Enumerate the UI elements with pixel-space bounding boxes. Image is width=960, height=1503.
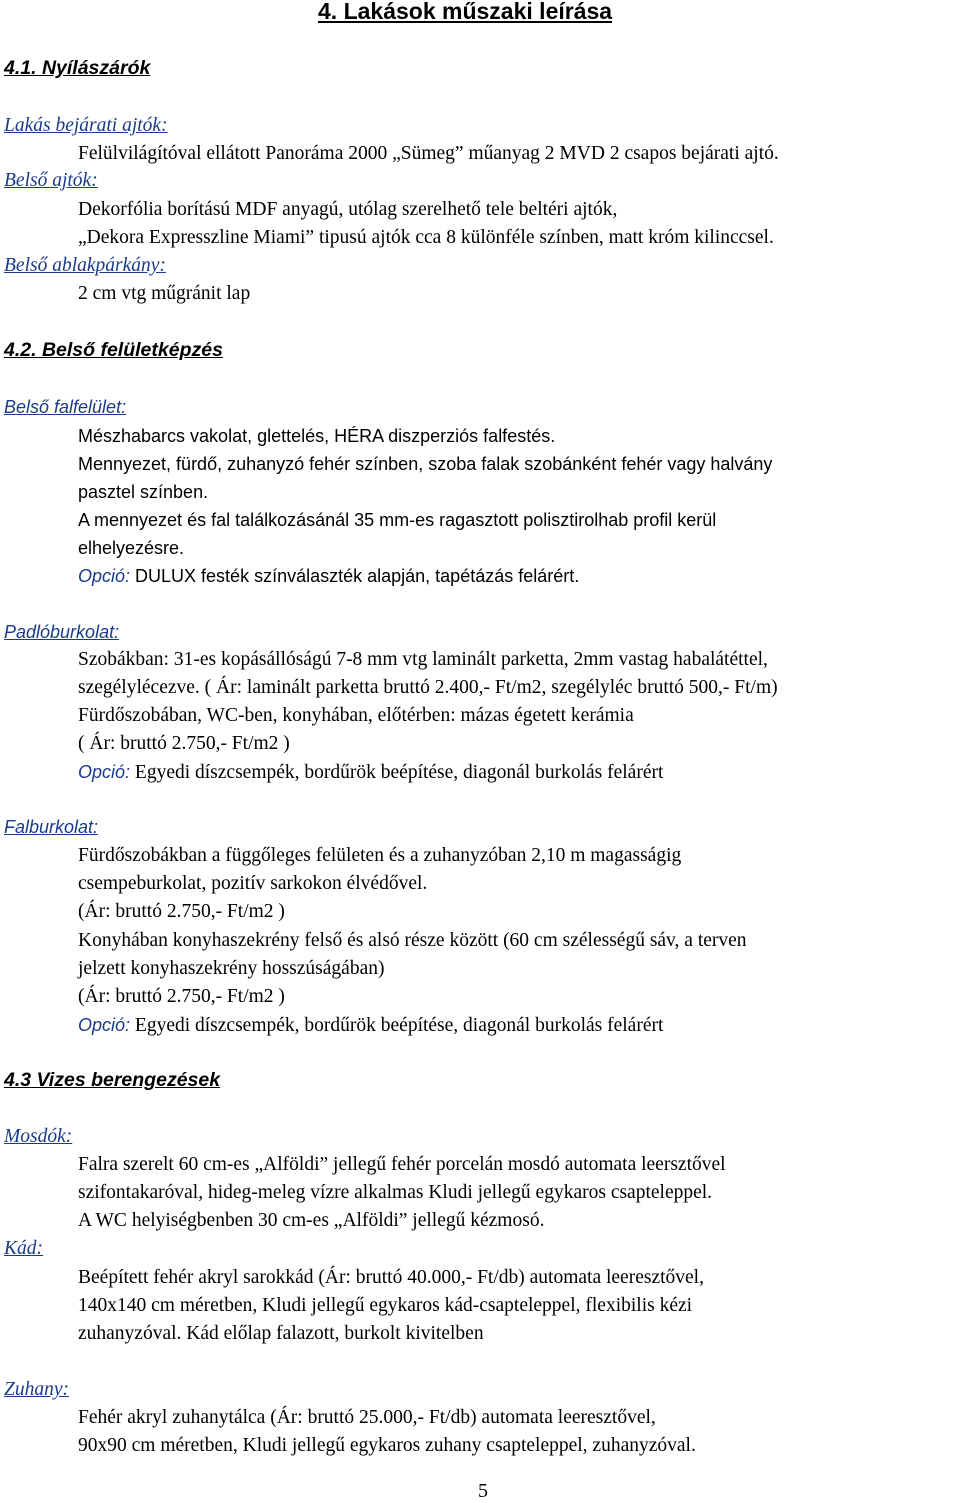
text-mosdo-2: szifontakaróval, hideg-meleg vízre alkalmas Kludi jellegű egykaros csapteleppel. — [78, 1182, 713, 1203]
text-falfelulet-2: Mennyezet, fürdő, zuhanyzó fehér színben, szoba falak szobánként fehér vagy halvány — [78, 454, 773, 474]
label-zuhany: Zuhany: — [4, 1379, 69, 1400]
text-falb-6: (Ár: bruttó 2.750,- Ft/m2 ) — [78, 986, 285, 1007]
text-opcio: DULUX festék színválaszték alapján, tapétázás felárért. — [130, 566, 580, 586]
text-bejarati-ajtok: Felülvilágítóval ellátott Panoráma 2000 „Sümeg” műanyag 2 MVD 2 csapos bejárati ajtó. — [78, 143, 779, 164]
label-opcio: Opció: — [78, 566, 131, 586]
section-heading-vizes-berendezesek: 4.3 Vizes berengezések — [4, 1069, 221, 1091]
text-kad-2: 140x140 cm méretben, Kludi jellegű egykaros kád-csapteleppel, flexibilis kézi — [78, 1295, 693, 1316]
falb-opcio-line — [78, 1013, 663, 1038]
text-falfelulet-4: A mennyezet és fal találkozásánál 35 mm-es ragasztott polisztirolhab profil kerül — [78, 510, 717, 530]
page-title: 4. Lakások műszaki leírása — [318, 0, 613, 24]
text-falfelulet-1: Mészhabarcs vakolat, glettelés, HÉRA diszperziós falfestés. — [78, 426, 556, 446]
falfelulet-opcio-line — [78, 564, 579, 588]
text-belso-ajtok-1: Dekorfólia borítású MDF anyagú, utólag szerelhető tele beltéri ajtók, — [78, 199, 618, 220]
label-belso-ablakparkany: Belső ablakpárkány: — [4, 255, 166, 276]
label-kad: Kád: — [4, 1238, 43, 1259]
label-belso-ajtok: Belső ajtók: — [4, 170, 98, 191]
label-padloburkolat: Padlóburkolat: — [4, 622, 120, 642]
text-belso-ablakparkany: 2 cm vtg műgránit lap — [78, 283, 251, 304]
text-falfelulet-3: pasztel színben. — [78, 482, 209, 502]
text-zuhany-1: Fehér akryl zuhanytálca (Ár: bruttó 25.000,- Ft/db) automata leeresztővel, — [78, 1407, 656, 1428]
text-falb-3: (Ár: bruttó 2.750,- Ft/m2 ) — [78, 901, 285, 922]
text-padlo-1: Szobákban: 31-es kopásállóságú 7-8 mm vtg laminált parketta, 2mm vastag habalátéttel, — [78, 649, 768, 670]
text-kad-3: zuhanyzóval. Kád előlap falazott, burkolt kivitelben — [78, 1323, 484, 1344]
text-falb-1: Fürdőszobákban a függőleges felületen és a zuhanyzóban 2,10 m magasságig — [78, 845, 682, 866]
label-falb-opcio: Opció: — [78, 1015, 131, 1035]
label-padlo-opcio: Opció: — [78, 762, 131, 782]
text-falb-5: jelzett konyhaszekrény hosszúságában) — [78, 958, 385, 979]
text-padlo-2: szegélylécezve. ( Ár: laminált parketta bruttó 2.400,- Ft/m2, szegélyléc bruttó 500,- Ft/m) — [78, 677, 778, 698]
text-padlo-4: ( Ár: bruttó 2.750,- Ft/m2 ) — [78, 733, 290, 754]
padlo-opcio-line — [78, 760, 663, 785]
text-falb-2: csempeburkolat, pozitív sarkokon élvédővel. — [78, 873, 428, 894]
text-kad-1: Beépített fehér akryl sarokkád (Ár: bruttó 40.000,- Ft/db) automata leeresztővel, — [78, 1267, 704, 1288]
text-zuhany-2: 90x90 cm méretben, Kludi jellegű egykaros zuhany csapteleppel, zuhanyzóval. — [78, 1435, 696, 1456]
section-heading-nyilaszarok: 4.1. Nyílászárók — [4, 57, 151, 79]
text-mosdo-3: A WC helyiségbenben 30 cm-es „Alföldi” jellegű kézmosó. — [78, 1210, 545, 1231]
label-falburkolat: Falburkolat: — [4, 817, 99, 837]
text-padlo-opcio: Egyedi díszcsempék, bordűrök beépítése, diagonál burkolás felárért — [130, 762, 664, 783]
text-falb-opcio: Egyedi díszcsempék, bordűrök beépítése, diagonál burkolás felárért — [130, 1015, 664, 1036]
label-belso-falfelulet: Belső falfelület: — [4, 397, 127, 417]
text-falfelulet-5: elhelyezésre. — [78, 538, 185, 558]
label-mosdok: Mosdók: — [4, 1126, 73, 1147]
text-mosdo-1: Falra szerelt 60 cm-es „Alföldi” jellegű fehér porcelán mosdó automata leersztővel — [78, 1154, 726, 1175]
text-padlo-3: Fürdőszobában, WC-ben, konyhában, előtérben: mázas égetett kerámia — [78, 705, 634, 726]
text-belso-ajtok-2: „Dekora Expresszline Miami” tipusú ajtók cca 8 különféle színben, matt króm kilinccsel. — [78, 227, 774, 248]
text-falb-4: Konyhában konyhaszekrény felső és alsó része között (60 cm szélességű sáv, a terven — [78, 930, 747, 951]
page-number: 5 — [478, 1480, 488, 1502]
section-heading-belso-feluletkepzes: 4.2. Belső felületképzés — [4, 339, 223, 361]
label-bejarati-ajtok: Lakás bejárati ajtók: — [4, 115, 168, 136]
